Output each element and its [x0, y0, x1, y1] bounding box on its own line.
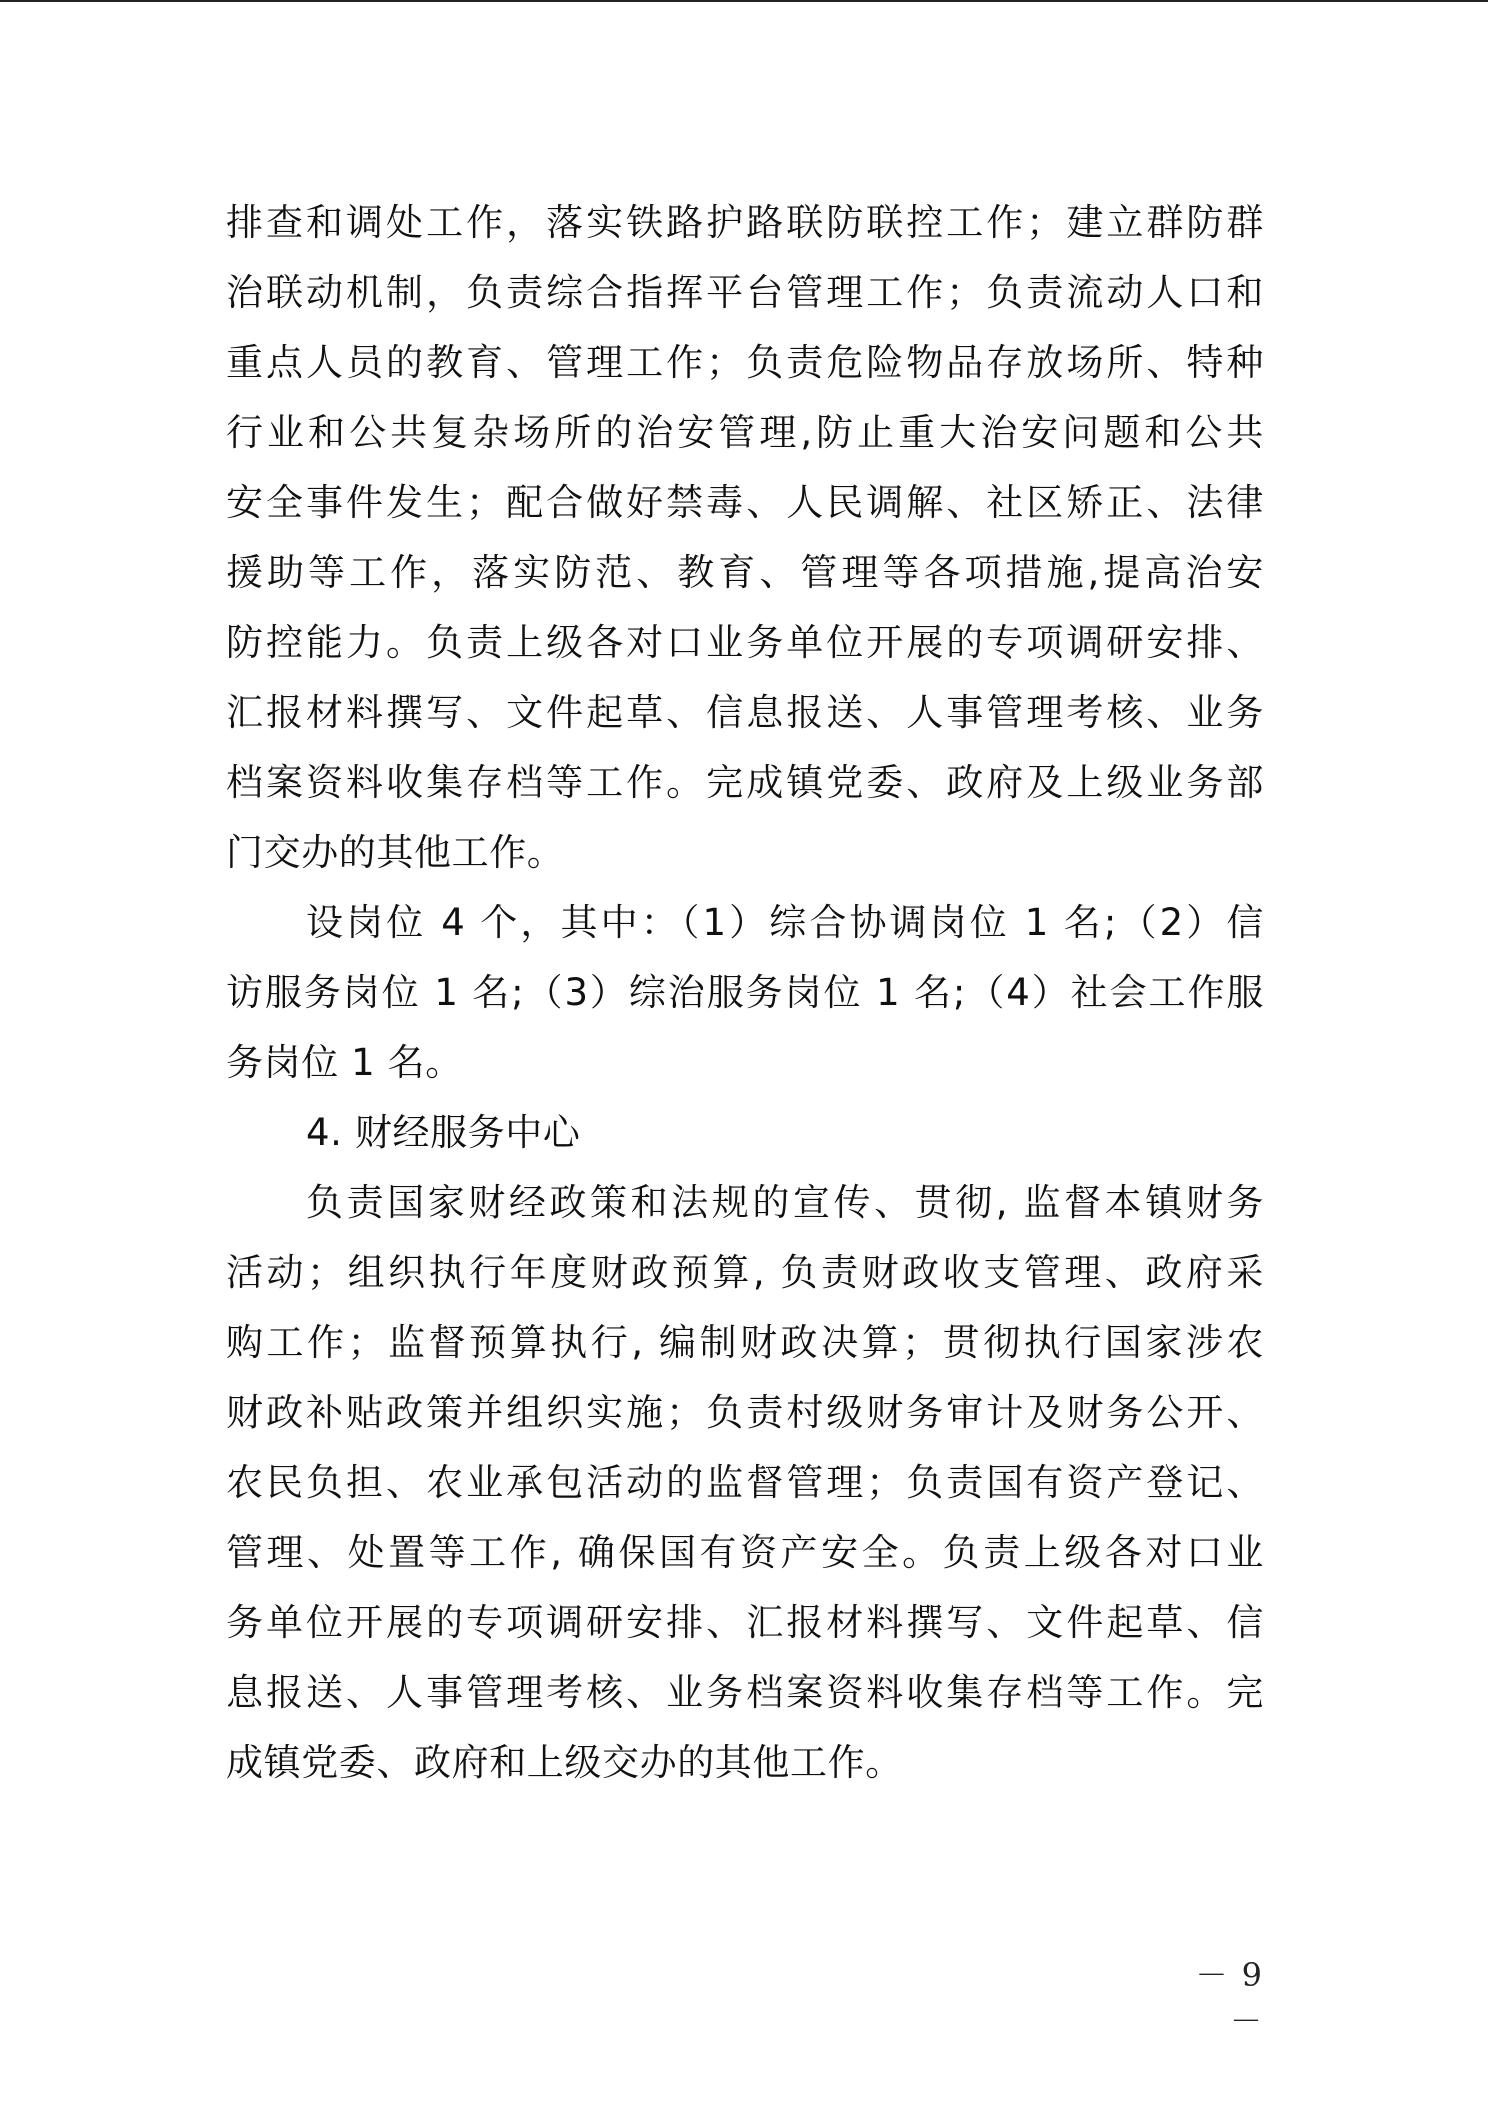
top-border-rule — [0, 0, 1488, 2]
text-line: 安全事件发生；配合做好禁毒、人民调解、社区矫正、法律 — [226, 481, 1264, 524]
text-line: 访服务岗位 1 名;（3）综治服务岗位 1 名;（4）社会工作服 — [226, 971, 1264, 1014]
document-body — [226, 188, 1264, 1798]
text-line: 门交办的其他工作。 — [226, 831, 565, 874]
text-line: 负责国家财经政策和法规的宣传、贯彻, 监督本镇财务 — [306, 1181, 1264, 1224]
text-line: 设岗位 4 个，其中：（1）综合协调岗位 1 名;（2）信 — [306, 901, 1264, 944]
text-line: 息报送、人事管理考核、业务档案资料收集存档等工作。完 — [226, 1671, 1264, 1714]
page-number: － 9 － — [1195, 1956, 1264, 2040]
paragraph-comprehensive-governance-duties — [226, 188, 1264, 888]
paragraph-positions — [226, 888, 1264, 1098]
text-line: 成镇党委、政府和上级交办的其他工作。 — [226, 1741, 903, 1784]
text-line: 务岗位 1 名。 — [226, 1041, 463, 1084]
text-line: 农民负担、农业承包活动的监督管理；负责国有资产登记、 — [226, 1461, 1264, 1504]
section-heading: 4. 财经服务中心 — [306, 1111, 581, 1154]
text-line: 行业和公共复杂场所的治安管理,防止重大治安问题和公共 — [226, 411, 1264, 454]
text-line: 援助等工作，落实防范、教育、管理等各项措施,提高治安 — [226, 551, 1264, 594]
text-line: 活动；组织执行年度财政预算, 负责财政收支管理、政府采 — [226, 1251, 1264, 1294]
text-line: 重点人员的教育、管理工作；负责危险物品存放场所、特种 — [226, 341, 1264, 384]
text-line: 财政补贴政策并组织实施；负责村级财务审计及财务公开、 — [226, 1391, 1264, 1434]
text-line: 管理、处置等工作, 确保国有资产安全。负责上级各对口业 — [226, 1531, 1264, 1574]
text-line: 购工作；监督预算执行, 编制财政决算；贯彻执行国家涉农 — [226, 1321, 1264, 1364]
text-line: 防控能力。负责上级各对口业务单位开展的专项调研安排、 — [226, 621, 1264, 664]
text-line: 务单位开展的专项调研安排、汇报材料撰写、文件起草、信 — [226, 1601, 1264, 1644]
paragraph-finance-center-duties — [226, 1168, 1264, 1798]
text-line: 治联动机制，负责综合指挥平台管理工作；负责流动人口和 — [226, 271, 1264, 314]
text-line: 汇报材料撰写、文件起草、信息报送、人事管理考核、业务 — [226, 691, 1264, 734]
text-line: 排查和调处工作，落实铁路护路联防联控工作；建立群防群 — [226, 201, 1264, 244]
text-line: 档案资料收集存档等工作。完成镇党委、政府及上级业务部 — [226, 761, 1264, 804]
